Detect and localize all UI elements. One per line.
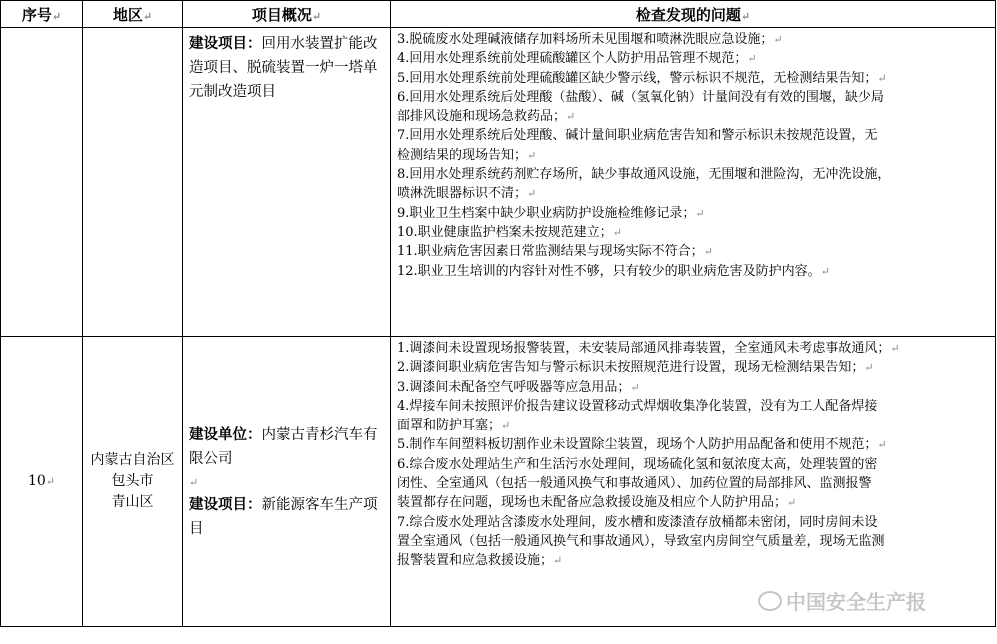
issue-line: 4.焊接车间未按照评价报告建议设置移动式焊烟收集净化装置，没有为工人配备焊接: [397, 398, 878, 414]
issue-line: 面罩和防护耳塞；↵: [397, 418, 511, 434]
region-line: 包头市: [111, 473, 154, 489]
table-header-row: [1, 1, 996, 28]
issue-line: 闭性、全室通风（包括一般通风换气和事故通风）、加药位置的局部排风、监测报警: [397, 476, 872, 492]
issue-line: 喷淋洗眼器标识不清；↵: [397, 186, 537, 202]
issue-line: 报警装置和应急救援设施；↵: [397, 553, 563, 569]
issue-line: 6.回用水处理系统后处理酸（盐酸）、碱（氢氧化钠）计量间没有有效的围堰，缺少局: [397, 89, 884, 105]
issue-line: 5.制作车间塑料板切割作业未设置除尘装置，现场个人防护用品配备和使用不规范；↵: [397, 437, 887, 453]
issue-line: 部排风设施和现场急救药品；↵: [397, 109, 576, 125]
issue-line: 1.调漆间未设置现场报警装置，未安装局部通风排毒装置，全室通风未考虑事故通风；↵: [397, 341, 900, 356]
region-line: 内蒙古自治区: [90, 452, 175, 468]
issue-line: 10.职业健康监护档案未按规范建立；↵: [397, 224, 622, 240]
issue-line: 4.回用水处理系统前处理硫酸罐区个人防护用品管理不规范；↵: [397, 51, 757, 67]
row-region-cell: [83, 28, 183, 337]
issue-line: 检测结果的现场告知；↵: [397, 147, 537, 163]
row-region-cell: [83, 337, 183, 627]
table-row: [1, 28, 996, 337]
row-overview-cell: [183, 28, 391, 337]
unit-value: 内蒙古青杉汽车有限公司: [189, 426, 378, 467]
row-no-cell: [1, 28, 83, 337]
issue-line: 12.职业卫生培训的内容针对性不够，只有较少的职业病危害及防护内容。↵: [397, 263, 830, 279]
project-label: 建设项目：: [189, 495, 262, 513]
issue-line: 装置都存在问题，现场也未配备应急救援设施及相应个人防护用品；↵: [397, 495, 797, 511]
row-no-cell: 10↵: [1, 337, 83, 627]
issue-line: 5.回用水处理系统前处理硫酸罐区缺少警示线，警示标识不规范，无检测结果告知；↵: [397, 70, 887, 86]
newspaper-watermark: 中国安全生产报: [758, 586, 926, 615]
project-label: 建设项目：: [189, 35, 262, 52]
header-no: 序号↵: [1, 1, 83, 28]
issue-line: 3.脱硫废水处理碱液储存加料场所未见围堰和喷淋洗眼应急设施；↵: [397, 32, 783, 47]
header-overview: 项目概况↵: [183, 1, 391, 28]
issue-line: 2.调漆间职业病危害告知与警示标识未按照规范进行设置，现场无检测结果告知；↵: [397, 360, 874, 376]
issue-line: 7.回用水处理系统后处理酸、碱计量间职业病危害告知和警示标识未按规范设置，无: [397, 128, 878, 144]
issue-line: 6.综合废水处理站生产和生活污水处理间，现场硫化氢和氨浓度太高，处理装置的密: [397, 456, 878, 472]
issue-line: 8.回用水处理系统药剂贮存场所，缺少事故通风设施，无围堰和泄险沟，无冲洗设施，: [397, 167, 891, 183]
header-issues: 检查发现的问题↵: [391, 1, 996, 28]
unit-label: 建设单位：: [189, 425, 262, 443]
project-value: 回用水装置扩能改造项目、脱硫装置一炉一塔单元制改造项目: [189, 36, 378, 100]
issue-line: 置全室通风（包括一般通风换气和事故通风），导致室内房间空气质量差，现场无监测: [397, 533, 885, 549]
issue-line: 9.职业卫生档案中缺少职业病防护设施检维修记录；↵: [397, 205, 705, 221]
issue-line: 3.调漆间未配备空气呼吸器等应急用品；↵: [397, 379, 640, 395]
row-issues-cell: [391, 28, 996, 337]
header-region: 地区↵: [83, 1, 183, 28]
wechat-icon: [758, 591, 782, 611]
table-row: [1, 337, 996, 627]
row-overview-cell: 建设单位：内蒙古青杉汽车有限公司 ↵ 建设项目：新能源客车生产项目: [183, 337, 391, 627]
row-issues-cell: [391, 337, 996, 627]
issue-line: 7.综合废水处理站含漆废水处理间，废水槽和废漆渣存放桶都未密闭，同时房间未设: [397, 514, 878, 530]
project-value: 新能源客车生产项目: [189, 496, 378, 537]
issue-line: 11.职业病危害因素日常监测结果与现场实际不符合；↵: [397, 244, 713, 260]
region-line: 青山区: [111, 494, 154, 510]
